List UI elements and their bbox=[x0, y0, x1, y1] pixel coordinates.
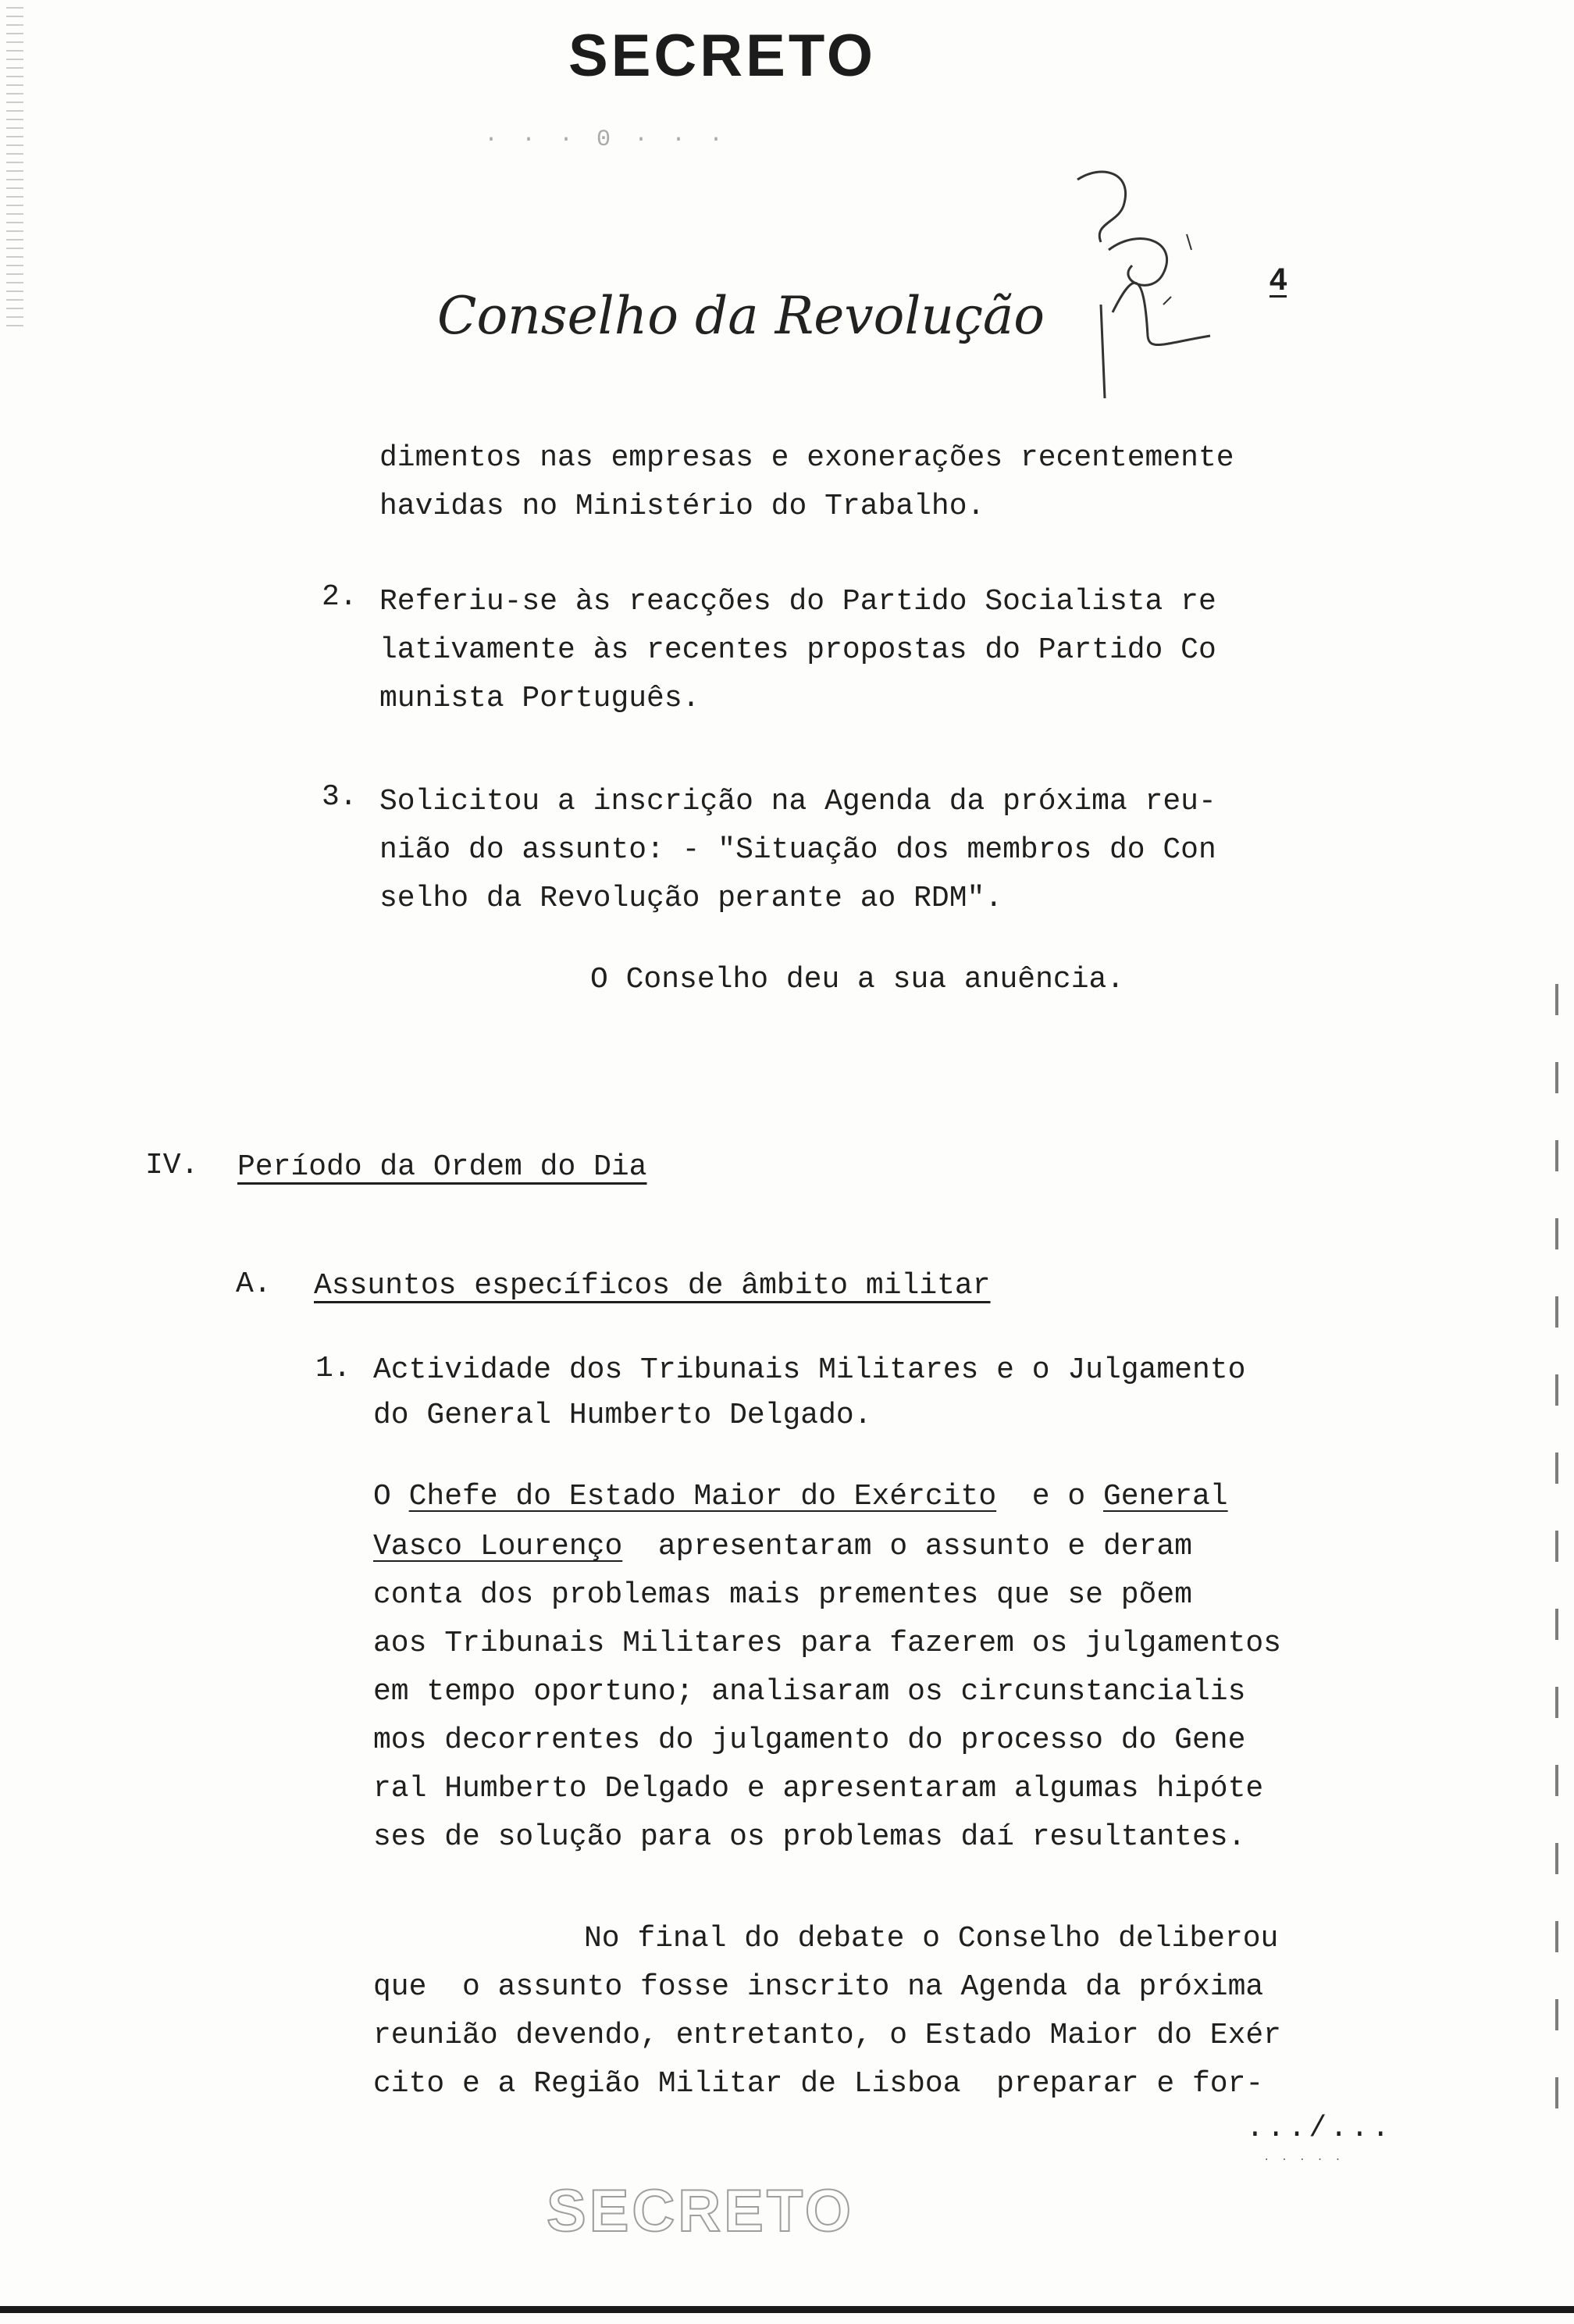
body-line-text: apresentaram o assunto e deram bbox=[657, 1530, 1192, 1563]
continuation-line: dimentos nas empresas e exonerações recentemente bbox=[379, 441, 1234, 475]
item-number: 3. bbox=[322, 780, 358, 814]
scan-edge-bottom bbox=[0, 2306, 1574, 2313]
section-numeral: IV. bbox=[145, 1149, 199, 1182]
faded-stamp-mark: · · · 0 · · · bbox=[484, 127, 728, 153]
body-line bbox=[373, 1473, 1228, 1521]
item-line: Referiu-se às reacções do Partido Socialista re bbox=[379, 585, 1216, 618]
body-line: aos Tribunais Militares para fazerem os julgamentos bbox=[373, 1627, 1281, 1660]
body-line bbox=[373, 1523, 1192, 1571]
continuation-marker: .../... bbox=[1246, 2112, 1393, 2145]
letterhead: Conselho da Revolução bbox=[437, 286, 1045, 346]
connector-text: e o bbox=[1031, 1480, 1086, 1513]
decision-line: cito e a Região Militar de Lisboa preparar e for- bbox=[373, 2067, 1264, 2101]
presenter-name: Vasco Lourenço bbox=[373, 1530, 623, 1563]
subitem-title-line: do General Humberto Delgado. bbox=[373, 1399, 872, 1432]
presenter-general: General bbox=[1102, 1480, 1228, 1513]
handwritten-signature bbox=[1046, 148, 1265, 414]
item-line: munista Português. bbox=[379, 682, 700, 715]
form-code-mark: · · · · · bbox=[1263, 2154, 1344, 2166]
item-number: 2. bbox=[322, 580, 358, 614]
section-title: Período da Ordem do Dia bbox=[237, 1150, 647, 1184]
continuation-line: havidas no Ministério do Trabalho. bbox=[379, 490, 985, 523]
body-line: conta dos problemas mais prementes que se põem bbox=[373, 1578, 1192, 1612]
item-line: Solicitou a inscrição na Agenda da próxima reu- bbox=[379, 785, 1216, 818]
body-line: ses de solução para os problemas daí resultantes. bbox=[373, 1820, 1246, 1854]
scan-edge-left bbox=[6, 0, 23, 328]
presenter-chief-of-staff: Chefe do Estado Maior do Exército bbox=[408, 1480, 997, 1513]
body-line: ral Humberto Delgado e apresentaram algumas hipóte bbox=[373, 1772, 1264, 1805]
subsection-letter: A. bbox=[236, 1267, 272, 1301]
subitem-title-line: Actividade dos Tribunais Militares e o Julgamento bbox=[373, 1353, 1246, 1387]
classification-stamp-top: SECRETO bbox=[568, 23, 877, 89]
decision-line: que o assunto fosse inscrito na Agenda da próxima bbox=[373, 1970, 1264, 2004]
item-line: selho da Revolução perante ao RDM". bbox=[379, 882, 1003, 915]
decision-line: No final do debate o Conselho deliberou bbox=[584, 1922, 1279, 1955]
article-o: O bbox=[373, 1480, 409, 1513]
body-line: mos decorrentes do julgamento do processo do Gene bbox=[373, 1723, 1246, 1757]
subsection-title: Assuntos específicos de âmbito militar bbox=[314, 1269, 991, 1303]
scan-edge-right bbox=[1555, 937, 1558, 2108]
classification-stamp-bottom: SECRETO bbox=[547, 2178, 855, 2244]
item-line: nião do assunto: - "Situação dos membros do Con bbox=[379, 833, 1216, 867]
body-line: em tempo oportuno; analisaram os circunstancialis bbox=[373, 1675, 1246, 1709]
subitem-number: 1. bbox=[315, 1352, 351, 1385]
decision-line: reunião devendo, entretanto, o Estado Maior do Exér bbox=[373, 2019, 1281, 2052]
item-line: lativamente às recentes propostas do Partido Co bbox=[379, 633, 1216, 667]
page-number: 4 bbox=[1270, 262, 1287, 297]
council-response: O Conselho deu a sua anuência. bbox=[590, 963, 1125, 996]
